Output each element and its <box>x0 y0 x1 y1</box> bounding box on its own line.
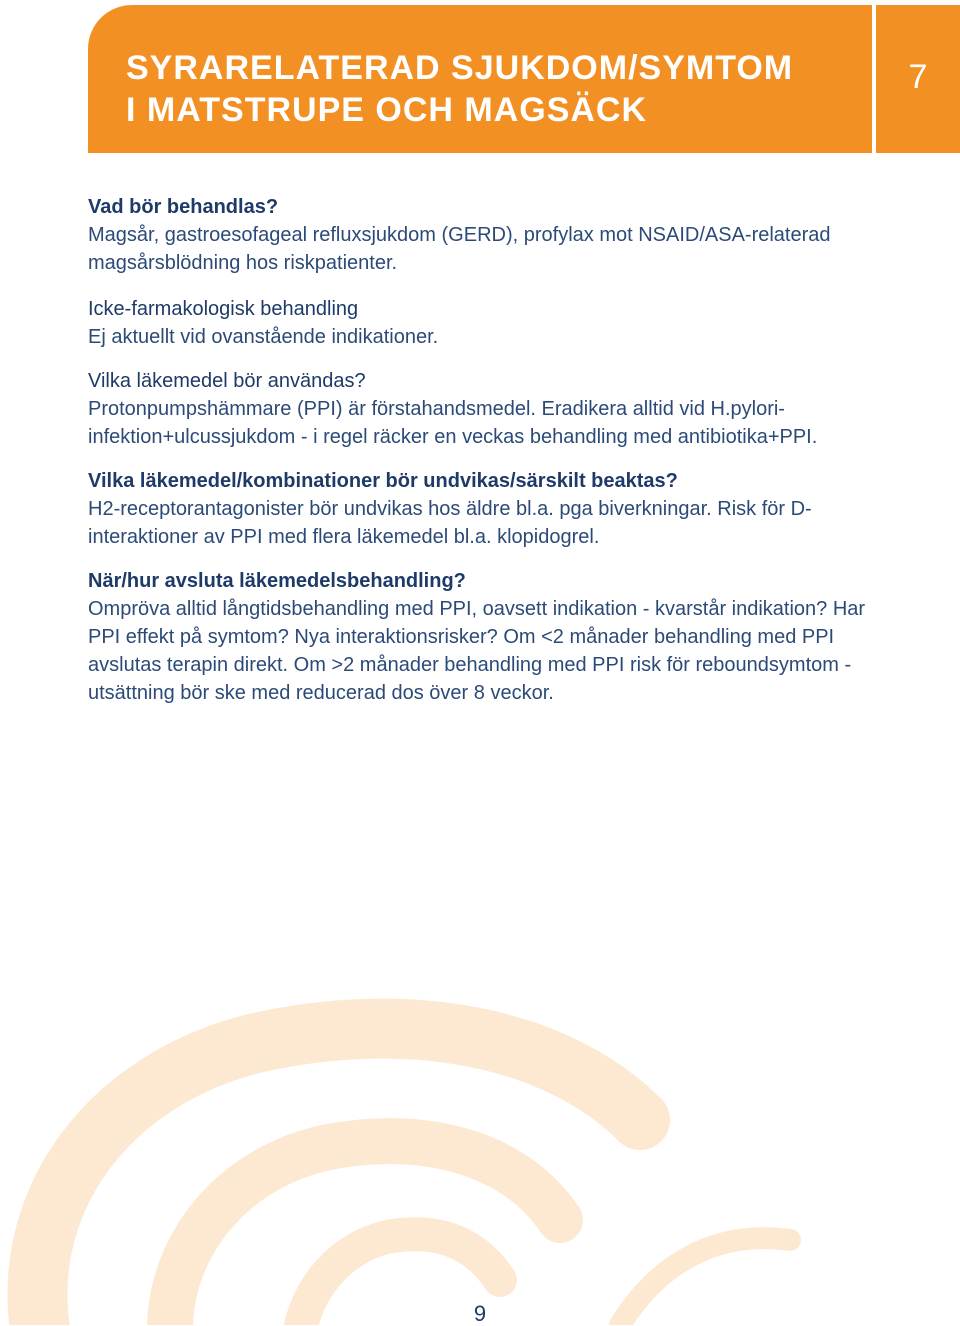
section-heading: Vilka läkemedel/kombinationer bör undvikas/särskilt beaktas? <box>88 470 678 492</box>
chapter-title-line-2: I MATSTRUPE OCH MAGSÄCK <box>126 91 648 129</box>
chapter-title <box>126 47 793 131</box>
decorative-swirl <box>0 960 960 1325</box>
section-which-drugs <box>88 367 868 451</box>
section-body: Ej aktuellt vid ovanstående indikationer. <box>88 326 439 348</box>
section-ending-treatment <box>88 567 868 707</box>
section-body: Ompröva alltid långtidsbehandling med PPI, oavsett indikation - kvarstår indikation? Har PPI effekt på symtom? Nya interaktionsrisker? Om <2 månader behandling med PPI avslutas terapin direkt. Om >2 månader behandling med PPI risk för reboundsymtom - utsättning bör ske med reducerad dos över 8 veckor. <box>88 598 866 704</box>
section-heading: Vilka läkemedel bör användas? <box>88 370 366 392</box>
page-number: 9 <box>473 1301 487 1326</box>
section-what-to-treat <box>88 193 868 277</box>
chapter-number: 7 <box>908 58 928 96</box>
section-body: H2-receptorantagonister bör undvikas hos äldre bl.a. pga biverkningar. Risk för D-interaktioner av PPI med flera läkemedel bl.a. klopidogrel. <box>88 498 812 548</box>
chapter-number-tab <box>876 5 960 153</box>
main-content <box>88 193 868 723</box>
section-body: Magsår, gastroesofageal refluxsjukdom (GERD), profylax mot NSAID/ASA-relaterad magsårsblödning hos riskpatienter. <box>88 224 831 274</box>
section-heading: När/hur avsluta läkemedelsbehandling? <box>88 570 466 592</box>
section-heading: Vad bör behandlas? <box>88 196 279 218</box>
section-heading: Icke-farmakologisk behandling <box>88 298 359 320</box>
section-non-pharmacological <box>88 295 868 351</box>
chapter-header <box>88 5 872 153</box>
chapter-title-line-1: SYRARELATERAD SJUKDOM/SYMTOM <box>126 49 794 87</box>
section-avoid-combinations <box>88 467 868 551</box>
section-body: Protonpumpshämmare (PPI) är förstahandsmedel. Eradikera alltid vid H.pylori-infektion+ulcussjukdom - i regel räcker en veckas behandling med antibiotika+PPI. <box>88 398 818 448</box>
